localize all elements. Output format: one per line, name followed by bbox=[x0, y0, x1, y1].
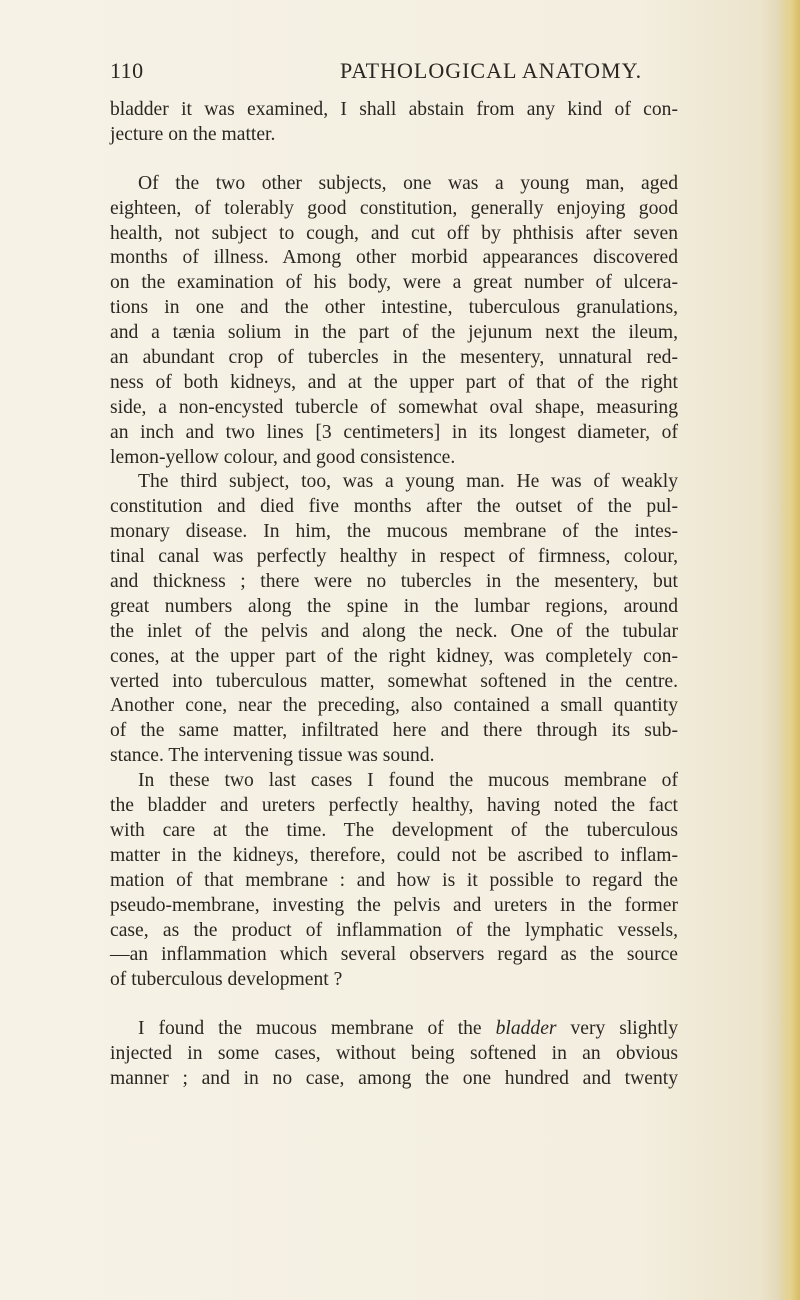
text-line: manner ; and in no case, among the one hundred and twenty bbox=[110, 1067, 678, 1089]
text-span: I found the mucous membrane of the bbox=[138, 1018, 482, 1040]
text-line: —an inflammation which several observers regard as the source bbox=[110, 944, 678, 966]
text-line: ness of both kidneys, and at the upper part of that of the right bbox=[110, 371, 678, 393]
text-line: of tuberculous development ? bbox=[110, 969, 343, 991]
paragraph bbox=[110, 470, 678, 769]
text-line: side, a non-encysted tubercle of somewhat oval shape, measuring bbox=[110, 396, 678, 418]
text-line: The third subject, too, was a young man. He was of weakly bbox=[138, 471, 678, 493]
italic-word: bladder bbox=[495, 1018, 557, 1040]
text-line: of the same matter, infiltrated here and there through its sub- bbox=[110, 720, 678, 742]
text-line: injected in some cases, without being softened in an obvious bbox=[110, 1043, 678, 1065]
text-line: Of the two other subjects, one was a young man, aged bbox=[138, 172, 678, 194]
text-line: Another cone, near the preceding, also contained a small quantity bbox=[110, 695, 678, 717]
text-line: lemon-yellow colour, and good consistence. bbox=[110, 446, 456, 468]
page-number: 110 bbox=[110, 58, 144, 83]
text-line: great numbers along the spine in the lumbar regions, around bbox=[110, 595, 678, 617]
text-line: case, as the product of inflammation of the lymphatic vessels, bbox=[110, 919, 678, 941]
running-title: PATHOLOGICAL ANATOMY. bbox=[340, 58, 643, 83]
text-line: In these two last cases I found the mucous membrane of bbox=[138, 770, 678, 792]
text-line: matter in the kidneys, therefore, could not be ascribed to inflam- bbox=[110, 844, 678, 866]
text-line: the bladder and ureters perfectly healthy, having noted the fact bbox=[110, 795, 678, 817]
text-line: constitution and died five months after the outset of the pul- bbox=[110, 496, 678, 518]
body-text bbox=[110, 98, 678, 1092]
text-line: health, not subject to cough, and cut off by phthisis after seven bbox=[110, 222, 678, 244]
text-span: very slightly bbox=[570, 1018, 679, 1040]
text-line: stance. The intervening tissue was sound. bbox=[110, 745, 435, 767]
text-line: tions in one and the other intestine, tuberculous granulations, bbox=[110, 297, 678, 319]
text-line: jecture on the matter. bbox=[110, 123, 276, 145]
page-edge-shadow bbox=[778, 0, 800, 1300]
text-line: eighteen, of tolerably good constitution, generally enjoying good bbox=[110, 197, 678, 219]
text-line: pseudo-membrane, investing the pelvis and ureters in the former bbox=[110, 894, 678, 916]
paragraph bbox=[110, 172, 678, 471]
paragraph bbox=[110, 769, 678, 993]
text-line: on the examination of his body, were a great number of ulcera- bbox=[110, 272, 678, 294]
text-line: verted into tuberculous matter, somewhat softened in the centre. bbox=[110, 670, 678, 692]
text-line: and a tænia solium in the part of the jejunum next the ileum, bbox=[110, 322, 678, 344]
text-line: bladder it was examined, I shall abstain from any kind of con- bbox=[110, 99, 678, 120]
text-line bbox=[110, 1017, 678, 1042]
paragraph bbox=[110, 98, 678, 148]
text-line: an abundant crop of tubercles in the mesentery, unnatural red- bbox=[110, 347, 678, 369]
text-line: the inlet of the pelvis and along the neck. One of the tubular bbox=[110, 620, 678, 642]
text-line: tinal canal was perfectly healthy in respect of firmness, colour, bbox=[110, 546, 678, 568]
text-line: months of illness. Among other morbid appearances discovered bbox=[110, 247, 678, 269]
text-line: with care at the time. The development of the tuberculous bbox=[110, 819, 678, 841]
text-line: an inch and two lines [3 centimeters] in its longest diameter, of bbox=[110, 421, 678, 443]
paragraph bbox=[110, 1017, 678, 1092]
text-line: monary disease. In him, the mucous membrane of the intes- bbox=[110, 521, 678, 543]
text-line: mation of that membrane : and how is it possible to regard the bbox=[110, 869, 678, 891]
text-line: and thickness ; there were no tubercles in the mesentery, but bbox=[110, 571, 678, 593]
text-line: cones, at the upper part of the right kidney, was completely con- bbox=[110, 645, 678, 667]
page-header bbox=[110, 58, 670, 88]
